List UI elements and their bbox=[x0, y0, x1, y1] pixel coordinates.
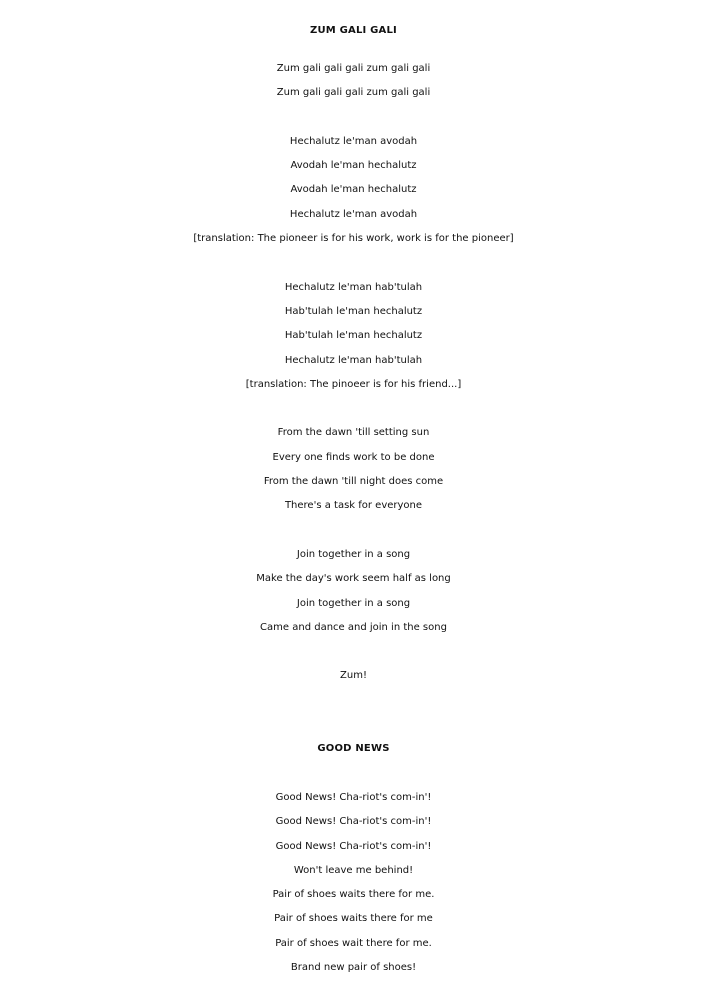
lyric-line: Hechalutz le'man hab'tulah bbox=[284, 281, 423, 293]
lyric-line: Zum gali gali gali zum gali gali bbox=[276, 63, 431, 74]
lyric-line: Good News! Cha-riot's com-in'! bbox=[275, 792, 432, 803]
lyric-line: Join together in a song bbox=[296, 548, 411, 560]
lyric-line: Avodah le'man hechalutz bbox=[290, 184, 417, 196]
lyric-line: Zum gali gali gali zum gali gali bbox=[276, 87, 431, 99]
translation-line: [translation: The pioneer is for his work, work is for the pioneer] bbox=[193, 233, 514, 245]
lyric-line: Zum! bbox=[340, 670, 367, 682]
lyric-line: Hechalutz le'man hab'tulah bbox=[284, 354, 423, 366]
lyric-line: Make the day's work seem half as long bbox=[256, 573, 451, 585]
lyric-line: Good News! Cha-riot's com-in'! bbox=[275, 816, 432, 828]
translation-line: [translation: The pinoeer is for his friend...] bbox=[245, 378, 462, 390]
lyric-line: Won't leave me behind! bbox=[293, 864, 414, 876]
stanza-gap bbox=[0, 519, 707, 543]
lyric-line: Brand new pair of shoes! bbox=[290, 962, 417, 974]
stanza-gap bbox=[0, 640, 707, 664]
song-lyrics-good-news bbox=[0, 786, 707, 980]
lyric-line: Hab'tulah le'man hechalutz bbox=[284, 330, 423, 342]
lyric-line: From the dawn 'till night does come bbox=[263, 476, 444, 488]
song-title-zum-gali-gali: ZUM GALI GALI bbox=[310, 25, 397, 36]
stanza-gap bbox=[0, 106, 707, 130]
lyric-line: Hab'tulah le'man hechalutz bbox=[284, 305, 423, 317]
song-title-good-news: GOOD NEWS bbox=[317, 743, 390, 754]
lyric-line: Avodah le'man hechalutz bbox=[290, 160, 417, 172]
lyric-line: Hechalutz le'man avodah bbox=[289, 208, 418, 220]
stanza-gap bbox=[0, 251, 707, 275]
stanza-gap bbox=[0, 397, 707, 421]
lyric-line: Join together in a song bbox=[296, 597, 411, 609]
lyric-line: Pair of shoes waits there for me bbox=[274, 913, 433, 925]
lyric-line: Pair of shoes wait there for me. bbox=[275, 937, 432, 949]
lyric-line: Hechalutz le'man avodah bbox=[289, 135, 418, 147]
lyric-line: From the dawn 'till setting sun bbox=[277, 427, 430, 439]
song-lyrics-zum-gali-gali bbox=[0, 57, 707, 689]
lyric-line: Came and dance and join in the song bbox=[260, 621, 447, 633]
lyric-line: Good News! Cha-riot's com-in'! bbox=[275, 840, 432, 852]
lyric-line: Every one finds work to be done bbox=[272, 451, 435, 463]
lyric-line: Pair of shoes waits there for me. bbox=[272, 889, 435, 901]
lyric-line: There's a task for everyone bbox=[284, 500, 423, 512]
